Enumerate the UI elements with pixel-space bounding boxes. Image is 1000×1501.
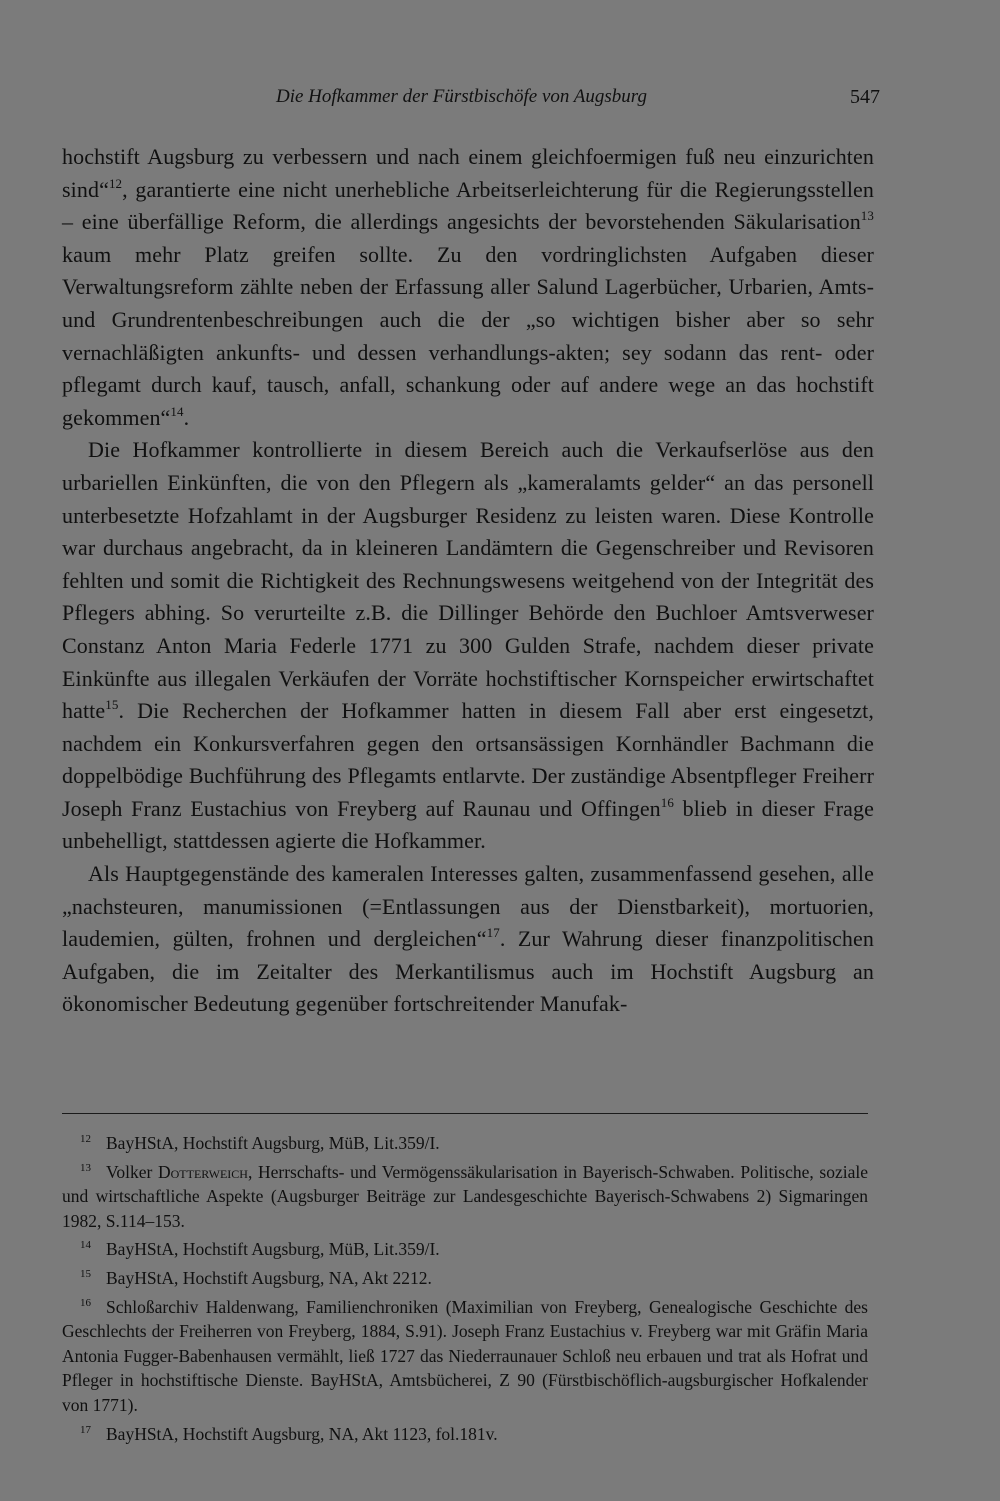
- footnote-text: BayHStA, Hochstift Augsburg, NA, Akt 1123, fol.181v.: [106, 1423, 498, 1444]
- footnote-ref-17: 17: [486, 925, 500, 941]
- footnote-number: 12: [80, 1133, 91, 1145]
- footnote-number: 15: [80, 1267, 91, 1280]
- footnote-number: 16: [80, 1296, 91, 1309]
- page-number: 547: [850, 86, 880, 108]
- footnote-ref-15: 15: [105, 697, 119, 713]
- text-run: .: [183, 404, 190, 430]
- footnote-text: BayHStA, Hochstift Augsburg, MüB, Lit.359/I.: [106, 1239, 440, 1260]
- footnote-author-first: Volker: [106, 1161, 158, 1182]
- footnote-16: [62, 1291, 868, 1418]
- footnote-ref-13: 13: [860, 208, 874, 224]
- main-text: [62, 141, 874, 1021]
- footnote-ref-16: 16: [660, 794, 674, 810]
- footnote-text: , Herrschafts- und Vermögenssäkularisation in Bayerisch-Schwaben. Politische, soziale und wirtschaftliche Aspekte (Augsburger Beiträge zur Landesgeschichte Bayerisch-Schwabens 2) Sigmaringen 1982, S.114–153.: [62, 1161, 868, 1231]
- paragraph-3: [62, 858, 874, 1021]
- text-run: , garantierte eine nicht unerhebliche Arbeitserleichterung für die Regierungsstellen – eine überfällige Reform, die allerdings angesichts der bevorstehenden Säkularisation: [62, 176, 874, 235]
- footnote-divider: [62, 1113, 868, 1114]
- text-run: Die Hofkammer kontrollierte in diesem Bereich auch die Verkaufserlöse aus den urbariellen Einkünften, die von den Pflegern als „kameralamts gelder“ an das personell unterbesetzte Hofzahlamt in der Augsburger Residenz zu leisten waren. Diese Kontrolle war durchaus angebracht, da in kleineren Landämtern die Gegenschreiber und Revisoren fehlten und somit die Richtigkeit des Rechnungswesens weitgehend von der Integrität des Pflegers abhing. So verurteilte z.B. die Dillinger Behörde den Buchloer Amtsverweser Constanz Anton Maria Federle 1771 zu 300 Gulden Strafe, nachdem dieser private Einkünfte aus illegalen Verkäufen der Vorräte hochstiftischer Kornspeicher erwirtschaftet hatte: [62, 437, 874, 724]
- text-run: . Zur Wahrung dieser finanzpolitischen Aufgaben, die im Zeitalter des Merkantilismus auch im Hochstift Augsburg an ökonomischer Bedeutung gegenüber fortschreitender Manufak-: [62, 926, 874, 1017]
- page-header: [62, 82, 880, 112]
- footnote-13: [62, 1156, 868, 1234]
- text-run: kaum mehr Platz greifen sollte. Zu den vordringlichsten Aufgaben dieser Verwaltungsreform zählte neben der Erfassung aller Salund Lagerbücher, Urbarien, Amts- und Grundrentenbeschreibungen auch die der „so wichtigen bisher aber so sehr vernachläßigten ankunfts- und dessen verhandlungs-akten; sey sodann das rent- oder pflegamt durch kauf, tausch, anfall, schankung oder auf andere wege an das hochstift gekommen“: [62, 241, 874, 430]
- footnote-15: [62, 1262, 868, 1291]
- footnote-text: BayHStA, Hochstift Augsburg, MüB, Lit.359/I.: [106, 1133, 440, 1153]
- footnote-number: 14: [80, 1239, 91, 1252]
- text-run: . Die Recherchen der Hofkammer hatten in diesem Fall aber erst eingesetzt, nachdem ein Konkursverfahren gegen den ortsansässigen Kornhändler Bachmann die doppelbödige Buchführung des Pflegamts entlarvte. Der zuständige Absentpfleger Freiherr Joseph Franz Eustachius von Freyberg auf Raunau und Offingen: [62, 698, 874, 821]
- footnote-text: Schloßarchiv Haldenwang, Familienchroniken (Maximilian von Freyberg, Genealogische Geschichte des Geschlechts der Freiherren von Freyberg, 1884, S.91). Joseph Franz Eustachius v. Freyberg war mit Gräfin Maria Antonia Fugger-Babenhausen vermählt, ließ 1727 das Niederraunauer Schloß neu erbauen und trat als Hofrat und Pfleger in hochstiftische Dienste. BayHStA, Amtsbücherei, Z 90 (Fürstbischöflich-augsburgischer Hofkalender von 1771).: [62, 1296, 868, 1415]
- footnotes: [62, 1127, 868, 1446]
- footnote-text: BayHStA, Hochstift Augsburg, NA, Akt 2212.: [106, 1267, 432, 1288]
- footnote-number: 13: [80, 1161, 91, 1174]
- footnote-author-last: Dotterweich: [158, 1161, 248, 1182]
- text-run: blieb in dieser Frage unbehelligt, stattdessen agierte die Hofkammer.: [62, 795, 874, 854]
- footnote-17: [62, 1418, 868, 1447]
- text-run: Als Hauptgegenstände des kameralen Interesses galten, zusammenfassend gesehen, alle „nachsteuren, manumissionen (=Entlassungen aus der Dienstbarkeit), mortuorien, laudemien, gülten, frohnen und dergleichen“: [62, 861, 874, 952]
- footnote-12: [62, 1127, 868, 1156]
- footnote-ref-12: 12: [108, 175, 123, 191]
- paragraph-2: [62, 434, 874, 858]
- footnote-ref-14: 14: [170, 403, 184, 419]
- footnote-14: [62, 1233, 868, 1262]
- text-run: hochstift Augsburg zu verbessern und nach einem gleichfoermigen fuß neu einzurichten sind“: [62, 144, 874, 202]
- footnote-number: 17: [80, 1423, 91, 1436]
- paragraph-1: [62, 141, 874, 434]
- running-title: Die Hofkammer der Fürstbischöfe von Augsburg: [276, 86, 647, 107]
